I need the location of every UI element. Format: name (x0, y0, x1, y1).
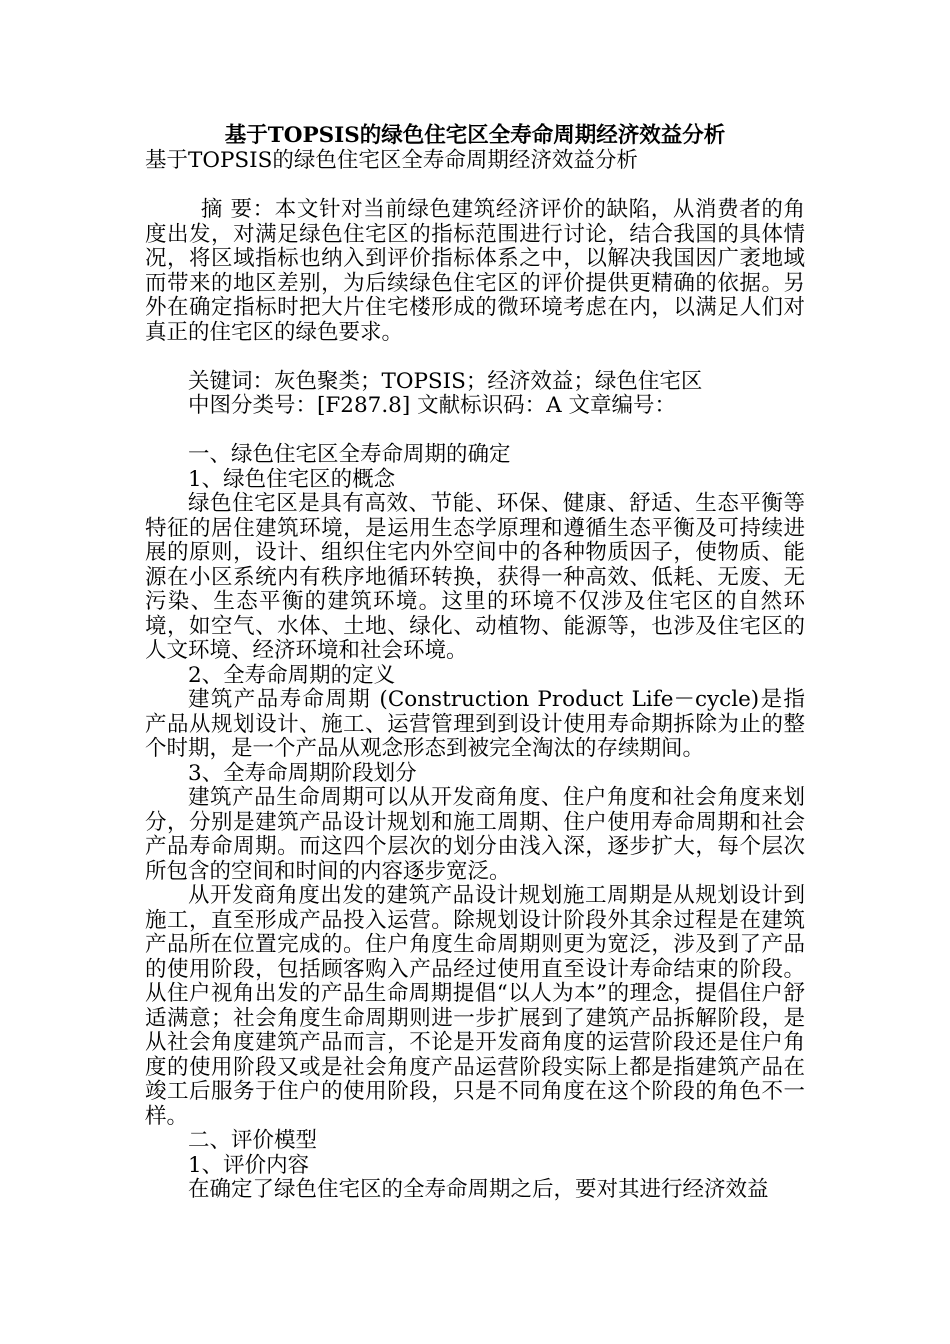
paragraph-1-3a: 建筑产品生命周期可以从开发商角度、住户角度和社会角度来划分，分别是建筑产品设计规划和施工周期、住户使用寿命周期和社会产品寿命周期。而这四个层次的划分由浅入深，逐步扩大，每个层次所包含的空间和时间的内容逐步宽泛。 (145, 785, 805, 884)
subsection-heading-1-2: 2、全寿命周期的定义 (188, 662, 396, 688)
document-subtitle: 基于TOPSIS的绿色住宅区全寿命周期经济效益分析 (145, 148, 638, 173)
paragraph-1-1: 绿色住宅区是具有高效、节能、环保、健康、舒适、生态平衡等特征的居住建筑环境，是运用生态学原理和遵循生态平衡及可持续进展的原则，设计、组织住宅内外空间中的各种物质因子，使物质、能源在小区系统内有秩序地循环转换，获得一种高效、低耗、无废、无污染、生态平衡的建筑环境。这里的环境不仅涉及住宅区的自然环境，如空气、水体、土地、绿化、动植物、能源等，也涉及住宅区的人文环境、经济环境和社会环境。 (145, 491, 805, 663)
blank-line (145, 174, 805, 199)
subsection-heading-2-1: 1、评价内容 (188, 1152, 310, 1178)
subsection-heading-1-3: 3、全寿命周期阶段划分 (188, 760, 417, 786)
blank-line (145, 419, 805, 444)
blank-line (145, 345, 805, 370)
document-page (145, 122, 805, 1203)
keywords-line: 关键词：灰色聚类；TOPSIS；经济效益；绿色住宅区 (188, 368, 703, 394)
document-title: 基于TOPSIS的绿色住宅区全寿命周期经济效益分析 (224, 123, 726, 148)
section-heading-1: 一、绿色住宅区全寿命周期的确定 (188, 442, 511, 467)
subsection-heading-1-1: 1、绿色住宅区的概念 (188, 466, 396, 492)
paragraph-1-3b: 从开发商角度出发的建筑产品设计规划施工周期是从规划设计到施工，直至形成产品投入运营。除规划设计阶段外其余过程是在建筑产品所在位置完成的。住户角度生命周期则更为宽泛，涉及到了产品的使用阶段，包括顾客购入产品经过使用直至设计寿命结束的阶段。从住户视角出发的产品生命周期提倡“以人为本”的理念，提倡住户舒适满意；社会角度生命周期则进一步扩展到了建筑产品拆解阶段，是从社会角度建筑产品而言，不论是开发商角度的运营阶段还是住户角度的使用阶段又或是社会角度产品运营阶段实际上都是指建筑产品在竣工后服务于住户的使用阶段，只是不同角度在这个阶段的角色不一样。 (145, 883, 805, 1129)
classification-line: 中图分类号：[F287.8] 文献标识码：A 文章编号： (188, 393, 676, 418)
abstract-paragraph: 摘 要：本文针对当前绿色建筑经济评价的缺陷，从消费者的角度出发，对满足绿色住宅区的指标范围进行讨论，结合我国的具体情况，将区域指标也纳入到评价指标体系之中，以解决我国因广袤地域而带来的地区差别，为后续绿色住宅区的评价提供更精确的依据。另外在确定指标时把大片住宅楼形成的微环境考虑在内，以满足人们对真正的住宅区的绿色要求。 (145, 197, 805, 345)
paragraph-2-1: 在确定了绿色住宅区的全寿命周期之后，要对其进行经济效益 (188, 1177, 769, 1202)
section-heading-2: 二、评价模型 (188, 1128, 318, 1153)
paragraph-1-2: 建筑产品寿命周期 (Construction Product Life－cycle)是指产品从规划设计、施工、运营管理到到设计使用寿命期拆除为止的整个时期，是一个产品从观念形态到被完全淘汰的存续期间。 (145, 687, 805, 761)
